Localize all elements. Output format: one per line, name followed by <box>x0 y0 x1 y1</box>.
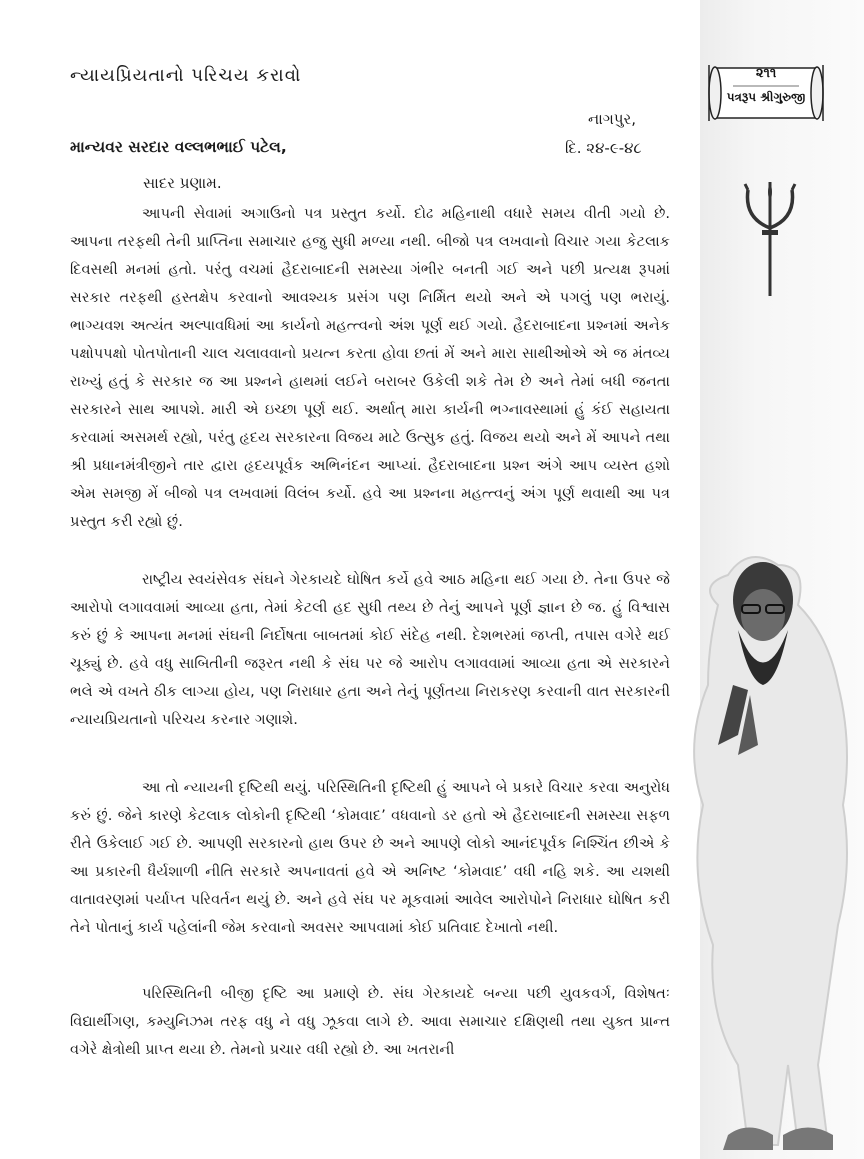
letter-paragraph: આ તો ન્યાયની દૃષ્ટિથી થયું. પરિસ્થિતિની દૃષ્ટિથી હું આપને બે પ્રકારે વિચાર કરવા અનુરોધ કરું છું. જેને કારણે કેટલાક લોકોની દૃષ્ટિથી ‘કોમવાદ’ વધવાનો ડર હતો એ હૈદરાબાદની સમસ્યા સફળ રીતે ઉકેલાઈ ગઈ છે. આપણી સરકારનો હાથ ઉપર છે અને આપણે લોકો આનંદપૂર્વક નિશ્ચિંત છીએ કે આ પ્રકારની ધૈર્યશાળી નીતિ સરકારે અપનાવતાં હવે એ અનિષ્ટ ‘કોમવાદ’ વધી નહિ શકે. આ યશથી વાતાવરણમાં પર્યાપ્ત પરિવર્તન થયું છે. અને હવે સંઘ પર મૂકવામાં આવેલ આરોપોને નિરાધાર ઘોષિત કરી તેને પોતાનું કાર્ય પહેલાંની જેમ કરવાનો અવસર આપવામાં કોઈ પ્રતિવાદ દેખાતો નથી. <box>70 779 670 936</box>
letter-paragraph: પરિસ્થિતિની બીજી દૃષ્ટિ આ પ્રમાણે છે. સંઘ ગેરકાયદે બન્યા પછી યુવકવર્ગ, વિશેષતઃ વિદ્યાર્થીગણ, કમ્યુનિઝમ તરફ વધુ ને વધુ ઝૂકવા લાગે છે. આવા સમાચાર દક્ષિણથી તથા યુક્ત પ્રાન્ત વગેરે ક્ષેત્રોથી પ્રાપ્ત થયા છે. તેમનો પ્રચાર વધી રહ્યો છે. આ ખતરાની <box>70 985 670 1058</box>
page-title: ન્યાયપ્રિયતાનો પરિચય કરાવો <box>70 65 302 86</box>
letter-date: દિ. ૨૪-૯-૪૮ <box>565 139 642 157</box>
letter-place: નાગપુર, <box>588 110 637 128</box>
letter-greeting: સાદર પ્રણામ. <box>143 174 222 192</box>
book-label: પત્રરૂપ શ્રીગુરુજી <box>726 90 806 104</box>
trident-icon <box>742 178 798 298</box>
portrait-figure-image <box>678 545 864 1155</box>
letter-paragraph: આપની સેવામાં અગાઉનો પત્ર પ્રસ્તુત કર્યો. દોઢ મહિનાથી વધારે સમય વીતી ગયો છે. આપના તરફથી તેની પ્રાપ્તિના સમાચાર હજુ સુધી મળ્યા નથી. બીજો પત્ર લખવાનો વિચાર ગયા કેટલાક દિવસથી મનમાં હતો. પરંતુ વચમાં હૈદરાબાદની સમસ્યા ગંભીર બનતી ગઈ અને પછી પ્રત્યક્ષ રૂપમાં સરકાર તરફથી હસ્તક્ષેપ કરવાનો આવશ્યક પ્રસંગ પણ નિર્મિત થયો અને એ પગલું પણ ભરાયું. ભાગ્યવશ અત્યંત અલ્પાવધિમાં આ કાર્યનો મહત્ત્વનો અંશ પૂર્ણ થઈ ગયો. હૈદરાબાદના પ્રશ્નમાં અનેક પક્ષોપપક્ષો પોતપોતાની ચાલ ચલાવવાનો પ્રયત્ન કરતા હોવા છતાં મેં અને મારા સાથીઓએ એ જ મંતવ્ય રાખ્યું હતું કે સરકાર જ આ પ્રશ્નને હાથમાં લઈને બરાબર ઉકેલી શકે તેમ છે અને તેમાં બધી જનતા સરકારને સાથ આપશે. મારી એ ઇચ્છા પૂર્ણ થઈ. અર્થાત્ મારા કાર્યની ભગ્નાવસ્થામાં હું કંઈ સહાયતા કરવામાં અસમર્થ રહ્યો, પરંતુ હૃદય સરકારના વિજય માટે ઉત્સુક હતું. વિજય થયો અને મેં આપને તથા શ્રી પ્રધાનમંત્રીજીને તાર દ્વારા હૃદયપૂર્વક અભિનંદન આપ્યાં. હૈદરાબાદના પ્રશ્ન અંગે આપ વ્યસ્ત હશો એમ સમજી મેં બીજો પત્ર લખવામાં વિલંબ કર્યો. હવે આ પ્રશ્નના મહત્ત્વનું અંગ પૂર્ણ થવાથી આ પત્ર પ્રસ્તુત કરી રહ્યો છું. <box>70 205 670 530</box>
letter-paragraph: રાષ્ટ્રીય સ્વયંસેવક સંઘને ગેરકાયદે ઘોષિત કર્યે હવે આઠ મહિના થઈ ગયા છે. તેના ઉપર જે આરોપો લગાવવામાં આવ્યા હતા, તેમાં કેટલી હદ સુધી તથ્ય છે તેનું આપને પૂર્ણ જ્ઞાન છે જ. હું વિશ્વાસ કરું છું કે આપના મનમાં સંઘની નિર્દોષતા બાબતમાં કોઈ સંદેહ નથી. દેશભરમાં જપ્તી, તપાસ વગેરે થઈ ચૂક્યું છે. હવે વધુ સાબિતીની જરૂરત નથી કે સંઘ પર જે આરોપ લગાવવામાં આવ્યા હતા એ સરકારને ભલે એ વખતે ઠીક લાગ્યા હોય, પણ નિરાધાર હતા અને તેનું પૂર્ણતયા નિરાકરણ કરવાની વાત સરકારની ન્યાયપ્રિયતાનો પરિચય કરનાર ગણાશે. <box>70 571 670 728</box>
page-number: ૨૧૧ <box>755 66 777 81</box>
page-scroll-badge <box>703 62 829 124</box>
letter-salutation: માન્યવર સરદાર વલ્લભભાઈ પટેલ, <box>70 138 287 156</box>
